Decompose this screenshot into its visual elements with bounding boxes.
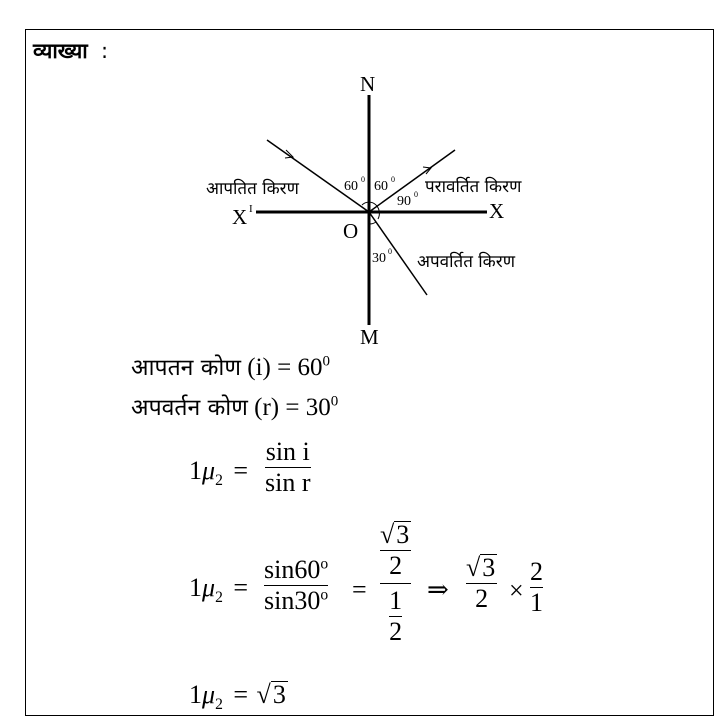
label-x: X — [489, 199, 505, 223]
eq1-numerator: sin i — [265, 437, 310, 466]
mu-prefix: 1 — [189, 573, 202, 602]
two-over-one-fraction — [530, 557, 543, 618]
heading-colon: : — [101, 39, 109, 63]
implies-arrow: ⇒ — [427, 575, 449, 604]
inner-denominator-2b: 2 — [389, 617, 403, 646]
equation-2-lhs — [189, 573, 248, 607]
refraction-value: (r) = 30 — [254, 394, 331, 421]
eq2-num-degree: o — [320, 555, 329, 573]
mu-sub: 2 — [215, 589, 223, 607]
mu-sub: 2 — [215, 696, 223, 714]
angle-right-degree: 0 — [414, 190, 418, 199]
incident-ray-label: आपतित किरण — [206, 179, 299, 199]
equals-sign: = — [233, 680, 249, 709]
equation-1-fraction — [265, 437, 311, 498]
final-sqrt3-radicand: 3 — [272, 680, 286, 709]
equals-sign: = — [233, 573, 249, 602]
eq2-denominator: sin30 — [264, 586, 321, 615]
refraction-label: अपवर्तन कोण — [131, 395, 248, 421]
numerator-2: 2 — [530, 557, 543, 586]
denominator-1: 1 — [530, 588, 543, 617]
incidence-label: आपतन कोण — [131, 355, 242, 381]
label-n: N — [360, 72, 376, 96]
equals-sign-2: = — [352, 575, 367, 604]
denominator-2: 2 — [475, 584, 489, 613]
angle-reflected-value: 60 — [374, 179, 388, 194]
mu-symbol: μ — [202, 680, 216, 709]
incidence-degree: 0 — [322, 353, 330, 370]
label-x-prime-mark: I — [249, 203, 253, 215]
refraction-diagram — [0, 0, 722, 360]
eq2-den-degree: o — [320, 586, 329, 604]
label-m: M — [360, 325, 379, 349]
one-over-2 — [389, 586, 402, 647]
mu-prefix: 1 — [189, 680, 202, 709]
mu-symbol: μ — [202, 573, 216, 602]
equation-1-lhs — [189, 456, 248, 490]
eq1-denominator: sin r — [265, 468, 311, 497]
inner-denominator-2: 2 — [389, 551, 403, 580]
incidence-angle-line — [131, 350, 330, 382]
sqrt3-half-fraction: √3 2 — [466, 553, 496, 613]
equation-2-sin-fraction — [264, 555, 328, 616]
sqrt3-over-2: √3 2 — [380, 520, 410, 580]
mu-symbol: μ — [202, 456, 216, 485]
equation-3: $1\mu_2 = √3$ — [189, 680, 286, 714]
incidence-value: (i) = 60 — [247, 354, 323, 381]
reflected-ray-label: परावर्तित किरण — [425, 177, 522, 197]
angle-incident-degree: 0 — [361, 175, 365, 184]
complex-fraction — [380, 520, 411, 647]
label-x-prime: X — [232, 205, 248, 229]
equals-sign: = — [233, 456, 249, 485]
angle-incident-value: 60 — [344, 179, 358, 194]
angle-right-value: 90 — [397, 194, 411, 209]
angle-refracted-value: 30 — [372, 251, 386, 266]
mu-prefix: 1 — [189, 456, 202, 485]
inner-numerator-1: 1 — [389, 586, 403, 615]
refracted-ray-label: अपवर्तित किरण — [417, 252, 515, 272]
angle-refracted-degree: 0 — [388, 247, 392, 256]
refraction-angle-line — [131, 390, 338, 422]
angle-reflected-degree: 0 — [391, 175, 395, 184]
sqrt3-radicand-2: 3 — [482, 553, 496, 582]
sqrt3-radicand: 3 — [396, 520, 410, 549]
refraction-degree: 0 — [330, 393, 339, 410]
times-sign: × — [509, 576, 524, 605]
mu-sub: 2 — [215, 472, 223, 490]
eq2-numerator: sin60 — [264, 555, 321, 584]
label-o: O — [343, 219, 359, 243]
heading-text: व्याख्या — [33, 39, 88, 63]
